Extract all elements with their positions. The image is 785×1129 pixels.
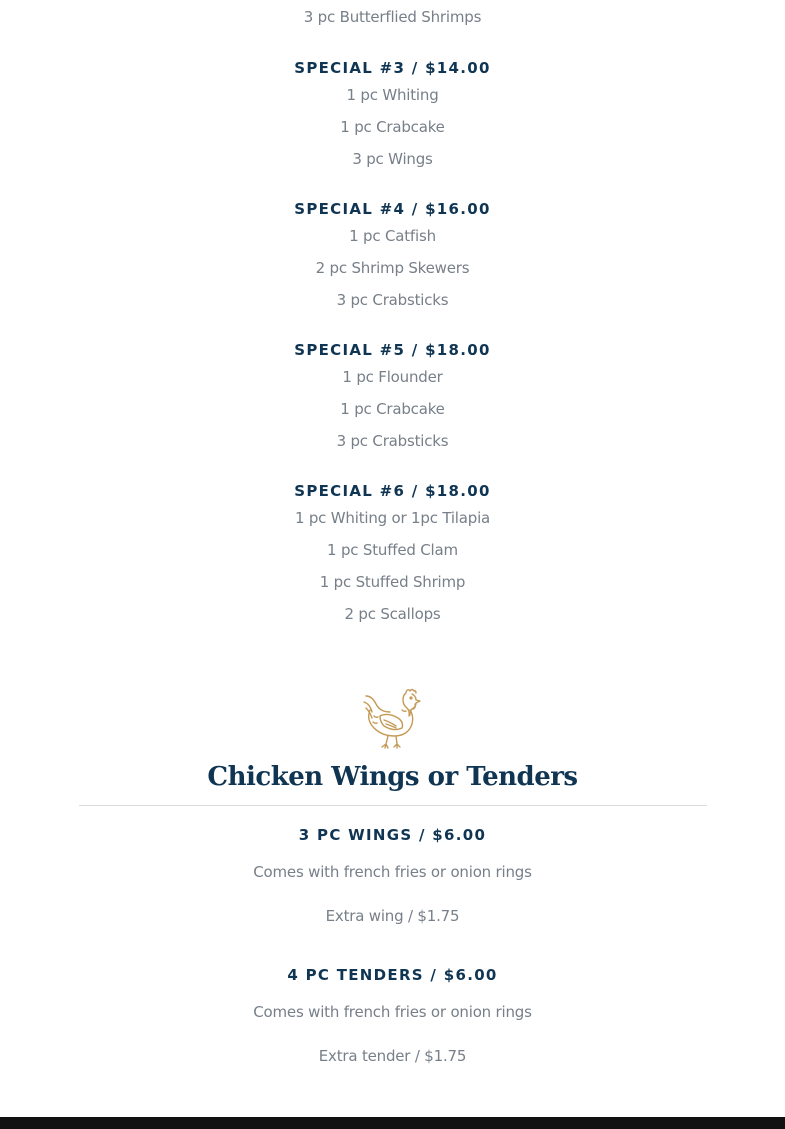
menu-item: 2 pc Scallops bbox=[344, 605, 441, 623]
menu-item: 1 pc Stuffed Shrimp bbox=[319, 573, 466, 591]
item-title: 4 PC TENDERS / $6.00 bbox=[287, 966, 498, 984]
footer-bar bbox=[0, 1117, 785, 1129]
menu-item: 3 pc Wings bbox=[352, 150, 433, 168]
special-title: SPECIAL #6 / $18.00 bbox=[294, 482, 491, 500]
item-extra: Extra wing / $1.75 bbox=[325, 907, 460, 925]
special-4 bbox=[0, 200, 785, 218]
item-description: Comes with french fries or onion rings bbox=[253, 863, 532, 881]
item-extra: Extra tender / $1.75 bbox=[318, 1047, 467, 1065]
menu-item: 3 pc Crabsticks bbox=[336, 432, 449, 450]
menu-item: 1 pc Flounder bbox=[342, 368, 443, 386]
menu-item: 1 pc Catfish bbox=[349, 227, 436, 245]
menu-item: 1 pc Whiting or 1pc Tilapia bbox=[294, 509, 491, 527]
menu-item: 1 pc Crabcake bbox=[340, 118, 445, 136]
special-title: SPECIAL #5 / $18.00 bbox=[294, 341, 491, 359]
divider bbox=[79, 805, 707, 806]
special-6 bbox=[0, 482, 785, 500]
special-5 bbox=[0, 341, 785, 359]
menu-item: 1 pc Whiting bbox=[346, 86, 439, 104]
item-title: 3 PC WINGS / $6.00 bbox=[298, 826, 487, 844]
menu-item: 1 pc Stuffed Clam bbox=[327, 541, 458, 559]
special-title: SPECIAL #4 / $16.00 bbox=[294, 200, 491, 218]
menu-item: 3 pc Crabsticks bbox=[336, 291, 449, 309]
special-title: SPECIAL #3 / $14.00 bbox=[294, 59, 491, 77]
chicken-icon bbox=[362, 686, 422, 750]
special-3 bbox=[0, 59, 785, 77]
menu-item: 3 pc Butterflied Shrimps bbox=[303, 8, 482, 26]
tenders-item bbox=[0, 966, 785, 984]
menu-item: 1 pc Crabcake bbox=[340, 400, 445, 418]
item-description: Comes with french fries or onion rings bbox=[253, 1003, 532, 1021]
menu-item: 2 pc Shrimp Skewers bbox=[315, 259, 470, 277]
wings-item bbox=[0, 826, 785, 844]
section-title: Chicken Wings or Tenders bbox=[207, 762, 578, 792]
